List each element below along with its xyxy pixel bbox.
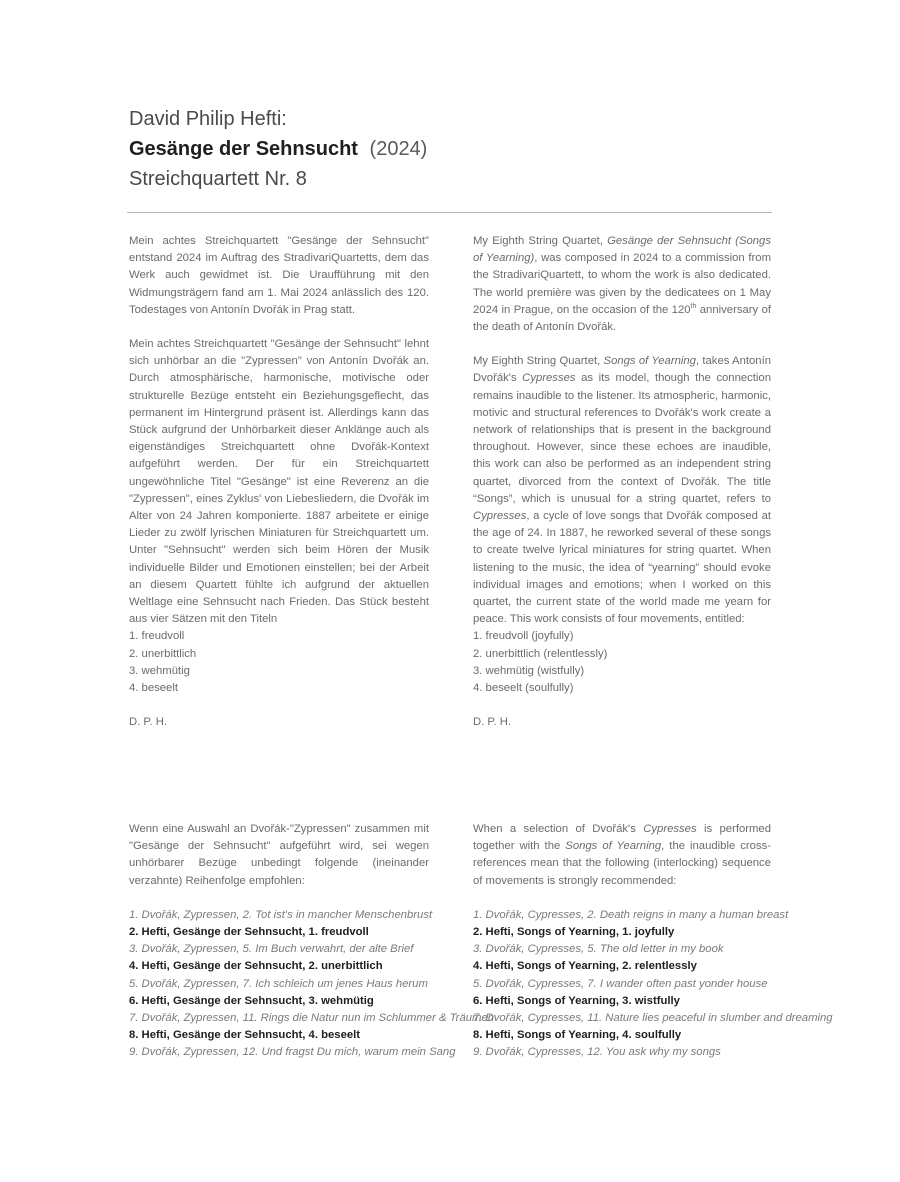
sequence-item-dvorak: 1. Dvořák, Zypressen, 2. Tot ist's in mancher Menschenbrust xyxy=(129,908,433,921)
german-performance-order xyxy=(129,821,494,1062)
header-divider xyxy=(127,212,772,213)
sequence-item-dvorak: 1. Dvořák, Cypresses, 2. Death reigns in many a human breast xyxy=(473,908,789,921)
sequence-item-dvorak: 9. Dvořák, Cypresses, 12. You ask why my songs xyxy=(473,1046,721,1059)
work-subtitle: Streichquartett Nr. 8 xyxy=(129,168,307,190)
work-title-italic: Gesänge der Sehnsucht (Songs of Yearning) xyxy=(473,235,771,265)
sequence-item-hefti: 6. Hefti, Gesänge der Sehnsucht, 3. wehmütig xyxy=(129,994,374,1007)
sequence-item-dvorak: 5. Dvořák, Cypresses, 7. I wander often past yonder house xyxy=(473,977,768,990)
german-paragraph-2: Mein achtes Streichquartett "Gesänge der Sehnsucht" lehnt sich unhörbar an die "Zypressen" von Antonín Dvořák an. Durch atmosphärische, harmonische, motivische oder strukturelle Bezüge entsteht ein Beziehungsgeflecht, das permanent im Hintergrund präsent ist. Allerdings kann das Stück aufgrund der Unhörbarkeit dieser Anklänge auch als eigenständiges Streichquartett ohne Dvořák-Kontext aufgeführt werden. Der für ein Streichquartett ungewöhnliche Titel "Gesänge" ist eine Reverenz an die "Zypressen", eines Zyklus' von Liebesliedern, die Dvořák im Alter von 24 Jahren komponierte. 1887 arbeitete er einige Lieder zu zwölf lyrischen Miniaturen für Streichquartett um. Unter "Sehnsucht" werden sich beim Hören der Musik individuelle Bilder und Emotionen einstellen; bei der Arbeit an diesem Quartett fühlte ich aufgrund der aktuellen Weltlage eine Sehnsucht nach Frieden. Das Stück besteht aus vier Sätzen mit den Titeln xyxy=(129,338,429,626)
english-sequence-list xyxy=(473,907,833,1062)
english-paragraph-3: When a selection of Dvořák's Cypresses is performed together with the Songs of Yearning, the inaudible cross-references mean that the following (interlocking) sequence of movements is strongly recommended: xyxy=(473,823,772,887)
sequence-item-dvorak: 3. Dvořák, Cypresses, 5. The old letter in my book xyxy=(473,943,724,956)
movement-item: 3. wehmütig (wistfully) xyxy=(473,664,585,677)
sequence-item-hefti: 8. Hefti, Gesänge der Sehnsucht, 4. beseelt xyxy=(129,1029,361,1042)
german-program-note xyxy=(129,233,429,731)
german-paragraph-3: Wenn eine Auswahl an Dvořák-"Zypressen" zusammen mit "Gesänge der Sehnsucht" aufgeführt wird, sei wegen unhörbarer Bezüge unbedingt folgende (ineinander verzahnte) Reihenfolge empfohlen: xyxy=(129,823,429,887)
movement-item: 2. unerbittlich xyxy=(129,647,197,660)
sequence-item-dvorak: 9. Dvořák, Zypressen, 12. Und fragst Du mich, warum mein Sang xyxy=(129,1046,456,1059)
english-signature: D. P. H. xyxy=(473,716,512,729)
movement-item: 2. unerbittlich (relentlessly) xyxy=(473,647,608,660)
english-movement-list xyxy=(473,628,771,697)
sequence-item-dvorak: 3. Dvořák, Zypressen, 5. Im Buch verwahrt, der alte Brief xyxy=(129,943,414,956)
work-title-line xyxy=(129,134,427,164)
english-paragraph-1: My Eighth String Quartet, Gesänge der Sehnsucht (Songs of Yearning), was composed in 2024 to a commission from the StradivariQuartett, to whom the work is also dedicated. The world première was given by the dedicatees on 1 May 2024 in Prague, on the occasion of the 120th anniversary of the death of Antonín Dvořák. xyxy=(473,235,771,334)
sequence-item-dvorak: 5. Dvořák, Zypressen, 7. Ich schleich um jenes Haus herum xyxy=(129,977,428,990)
sequence-item-hefti: 2. Hefti, Songs of Yearning, 1. joyfully xyxy=(473,926,675,939)
sequence-item-hefti: 6. Hefti, Songs of Yearning, 3. wistfully xyxy=(473,994,680,1007)
sequence-item-dvorak: 7. Dvořák, Cypresses, 11. Nature lies peaceful in slumber and dreaming xyxy=(473,1012,833,1025)
english-paragraph-2: My Eighth String Quartet, Songs of Yearning, takes Antonín Dvořák's Cypresses as its model, though the connection remains inaudible to the listener. Its atmospheric, harmonic, motivic and structural references to Dvořák's work create a network of relationships that is present in the background throughout. However, since these echoes are inaudible, this work can also be performed as an independent string quartet, divorced from the context of Dvořák. The title “Songs”, which is unusual for a string quartet, refers to Cypresses, a cycle of love songs that Dvořák composed at the age of 24. In 1887, he reworked several of these songs to create twelve lyrical miniatures for string quartet. When listening to the music, the idea of “yearning” should evoke individual images and emotions; when I worked on this quartet, the current state of the world made me yearn for peace. This work consists of four movements, entitled: xyxy=(473,355,771,626)
german-signature: D. P. H. xyxy=(129,716,168,729)
german-sequence-list xyxy=(129,907,494,1062)
movement-item: 4. beseelt (soulfully) xyxy=(473,682,574,695)
english-performance-order xyxy=(473,821,833,1062)
german-paragraph-1: Mein achtes Streichquartett "Gesänge der Sehnsucht" entstand 2024 im Auftrag des StradivariQuartetts, dem das Werk auch gewidmet ist. Die Uraufführung mit den Widmungsträgern fand am 1. Mai 2024 anlässlich des 120. Todestages von Antonín Dvořák in Prag statt. xyxy=(129,235,429,316)
movement-item: 4. beseelt xyxy=(129,682,178,695)
sequence-item-hefti: 2. Hefti, Gesänge der Sehnsucht, 1. freudvoll xyxy=(129,926,369,939)
english-program-note xyxy=(473,233,771,731)
movement-item: 1. freudvoll (joyfully) xyxy=(473,630,574,643)
sequence-item-dvorak: 7. Dvořák, Zypressen, 11. Rings die Natur nun im Schlummer & Träumen xyxy=(129,1012,494,1025)
sequence-item-hefti: 4. Hefti, Gesänge der Sehnsucht, 2. unerbittlich xyxy=(129,960,383,973)
german-movement-list xyxy=(129,628,429,697)
movement-item: 3. wehmütig xyxy=(129,664,190,677)
work-year: (2024) xyxy=(369,138,428,160)
composer-name: David Philip Hefti: xyxy=(129,108,287,130)
document-header xyxy=(129,104,427,194)
sequence-item-hefti: 8. Hefti, Songs of Yearning, 4. soulfully xyxy=(473,1029,682,1042)
movement-item: 1. freudvoll xyxy=(129,630,185,643)
work-title: Gesänge der Sehnsucht xyxy=(129,138,358,160)
sequence-item-hefti: 4. Hefti, Songs of Yearning, 2. relentlessly xyxy=(473,960,697,973)
